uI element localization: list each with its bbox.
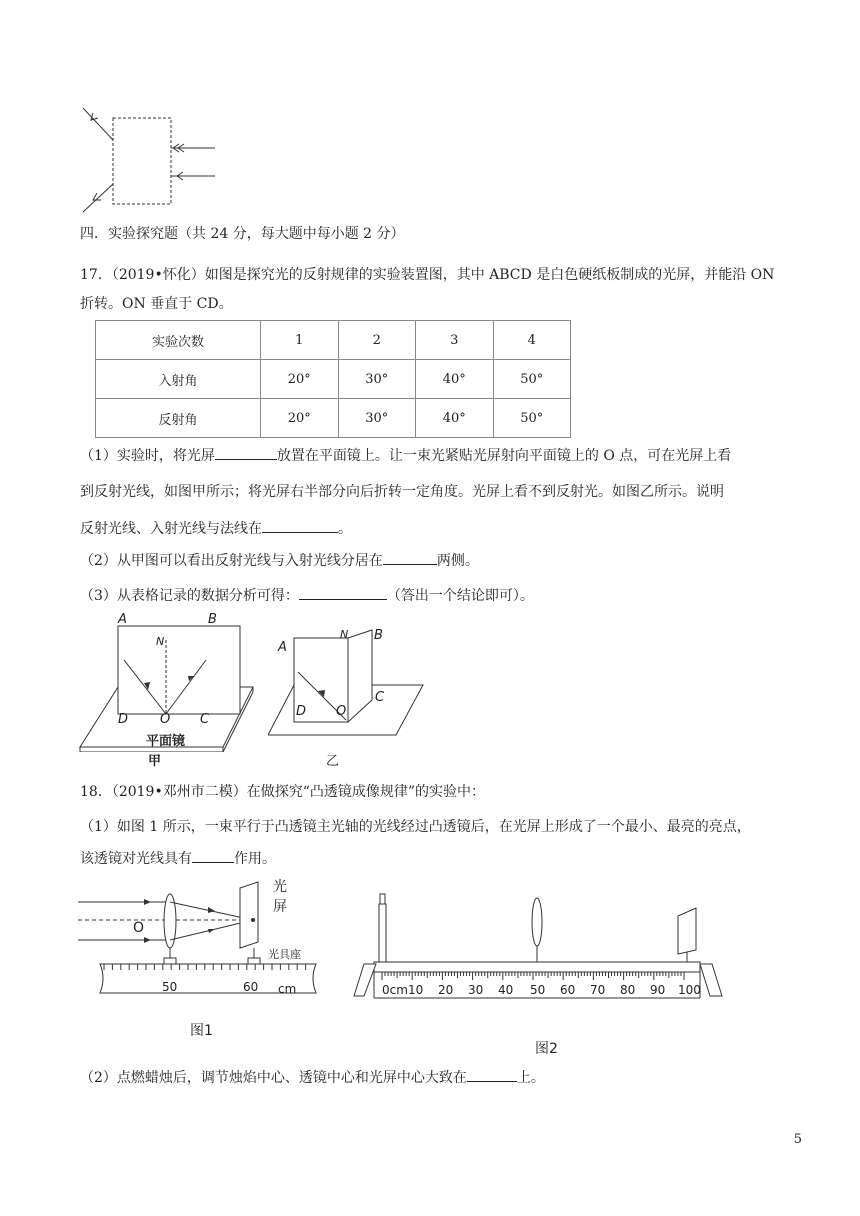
scale-label: 30 bbox=[468, 983, 484, 997]
answer-blank bbox=[215, 445, 277, 460]
label-N: N bbox=[340, 628, 349, 641]
scale-label: 10 bbox=[408, 983, 424, 997]
section-heading: 四．实验探究题（共 24 分，每大题中每小题 2 分） bbox=[80, 226, 405, 242]
q17-p1-text-e: 。 bbox=[338, 521, 352, 537]
q17-p3-text-a: （3）从表格记录的数据分析可得： bbox=[80, 588, 299, 604]
screen-label-2: 屏 bbox=[273, 899, 287, 915]
q18-part2 bbox=[80, 1067, 545, 1088]
figure-yi bbox=[268, 620, 438, 740]
optics-box-diagram bbox=[75, 100, 225, 215]
table-row bbox=[96, 321, 571, 360]
q18-p2-text-a: （2）点燃蜡烛后，调节烛焰中心、透镜中心和光屏中心大致在 bbox=[80, 1070, 467, 1086]
q18-part1-line1: （1）如图 1 所示，一束平行于凸透镜主光轴的光线经过凸透镜后，在光屏上形成了一个最小、最亮的亮点， bbox=[80, 819, 751, 835]
table-cell: 20° bbox=[261, 360, 339, 399]
label-B: B bbox=[208, 612, 217, 627]
q18-stem: 18．（2019•邓州市二模）在做探究“凸透镜成像规律”的实验中： bbox=[80, 784, 486, 800]
caption-fig2: 图2 bbox=[535, 1041, 558, 1057]
q17-stem-line1: 17．（2019•怀化）如图是探究光的反射规律的实验装置图，其中 ABCD 是白色硬纸板制成的光屏，并能沿 ON bbox=[80, 267, 775, 283]
table-cell: 50° bbox=[493, 399, 571, 438]
table-cell: 入射角 bbox=[96, 360, 261, 399]
scale-label: 80 bbox=[620, 983, 636, 997]
q17-p2-text-b: 两侧。 bbox=[436, 553, 479, 569]
table-cell: 2 bbox=[338, 321, 416, 360]
answer-blank bbox=[383, 550, 437, 565]
table-cell: 30° bbox=[338, 399, 416, 438]
q18-p1-text-c: 作用。 bbox=[234, 851, 276, 867]
scale-label: 0cm bbox=[382, 983, 408, 997]
table-cell: 20° bbox=[261, 399, 339, 438]
label-B: B bbox=[374, 628, 383, 643]
q17-p1-text-d: 反射光线、入射光线与法线在 bbox=[80, 521, 262, 537]
answer-blank bbox=[262, 518, 338, 533]
page-number: 5 bbox=[793, 1132, 802, 1147]
q17-part2 bbox=[80, 550, 479, 571]
q18-p2-text-b: 上。 bbox=[516, 1070, 545, 1086]
scale-label: 20 bbox=[438, 983, 454, 997]
scale-label: 60 bbox=[560, 983, 576, 997]
answer-blank bbox=[467, 1067, 517, 1082]
lens-center-label: O bbox=[133, 920, 145, 936]
scale-label: 90 bbox=[650, 983, 666, 997]
table-cell: 4 bbox=[493, 321, 571, 360]
caption-fig1: 图1 bbox=[190, 1023, 213, 1039]
q17-part3 bbox=[80, 585, 534, 606]
unit-cm: cm bbox=[278, 982, 297, 996]
table-cell: 反射角 bbox=[96, 399, 261, 438]
label-C: C bbox=[200, 712, 210, 727]
label-A: A bbox=[278, 640, 287, 655]
q18-part1-line2 bbox=[80, 848, 276, 869]
table-cell: 实验次数 bbox=[96, 321, 261, 360]
table-cell: 1 bbox=[261, 321, 339, 360]
table-cell: 30° bbox=[338, 360, 416, 399]
table-row bbox=[96, 399, 571, 438]
scale-60: 60 bbox=[243, 980, 259, 994]
q17-part1-line1 bbox=[80, 445, 731, 466]
label-C: C bbox=[375, 690, 385, 705]
scale-label: 70 bbox=[590, 983, 606, 997]
table-cell: 50° bbox=[493, 360, 571, 399]
q17-p1-text-b: 放置在平面镜上。让一束光紧贴光屏射向平面镜上的 O 点，可在光屏上看 bbox=[276, 448, 732, 464]
optical-bench-label: 光具座 bbox=[268, 948, 301, 961]
caption-yi: 乙 bbox=[326, 754, 340, 769]
label-A: A bbox=[118, 612, 127, 627]
table-cell: 40° bbox=[416, 399, 494, 438]
q17-part1-line2: 到反射光线，如图甲所示；将光屏右半部分向后折转一定角度。光屏上看不到反射光。如图乙所示。说明 bbox=[80, 484, 724, 500]
q18-p1-text-b: 该透镜对光线具有 bbox=[80, 851, 192, 867]
scale-label: 40 bbox=[498, 983, 514, 997]
q17-p3-text-b: （答出一个结论即可）。 bbox=[386, 588, 534, 604]
label-D: D bbox=[118, 712, 129, 727]
fig2-scale-labels bbox=[382, 983, 702, 999]
label-N: N bbox=[156, 635, 165, 648]
scale-label: 100 bbox=[678, 983, 701, 997]
q17-part1-line3 bbox=[80, 518, 352, 539]
label-D: D bbox=[296, 704, 307, 719]
figure-1-lens bbox=[78, 878, 328, 998]
label-O: O bbox=[160, 712, 171, 727]
answer-blank bbox=[299, 585, 387, 600]
screen-label-1: 光 bbox=[273, 879, 287, 895]
table-row bbox=[96, 360, 571, 399]
caption-jia: 甲 bbox=[148, 754, 162, 769]
experiment-table bbox=[95, 320, 571, 438]
scale-label: 50 bbox=[530, 983, 546, 997]
q17-p2-text-a: （2）从甲图可以看出反射光线与入射光线分居在 bbox=[80, 553, 383, 569]
table-cell: 3 bbox=[416, 321, 494, 360]
q17-p1-text-a: （1）实验时，将光屏 bbox=[80, 448, 215, 464]
answer-blank bbox=[192, 848, 234, 863]
table-cell: 40° bbox=[416, 360, 494, 399]
q17-stem-line2: 折转。ON 垂直于 CD。 bbox=[80, 296, 233, 312]
label-O: O bbox=[336, 704, 347, 719]
scale-50: 50 bbox=[162, 980, 178, 994]
mirror-label: 平面镜 bbox=[146, 734, 186, 749]
